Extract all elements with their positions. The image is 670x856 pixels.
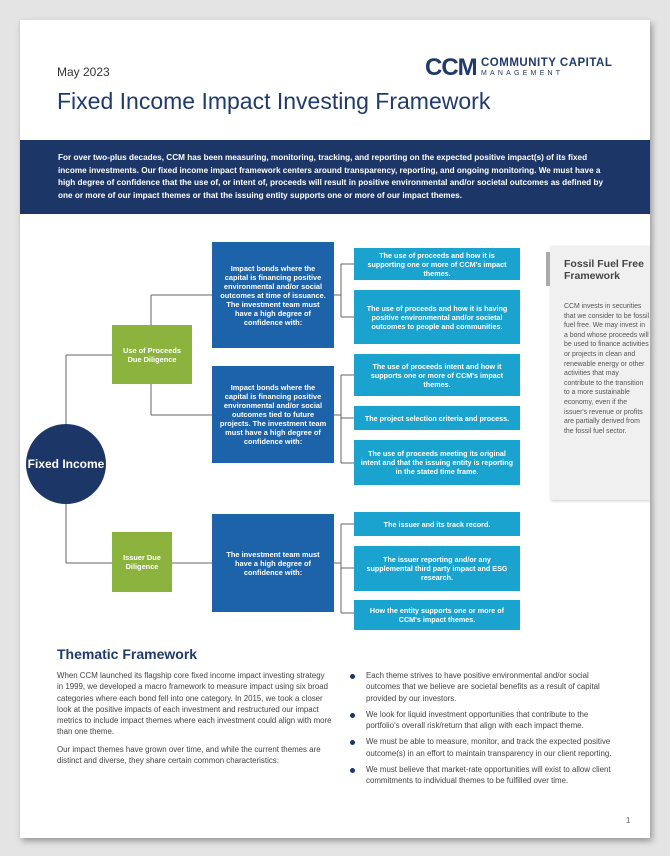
bullet-icon (350, 713, 355, 718)
item-proceeds-intent: The use of proceeds intent and how it supports one or more of CCM's impact themes. (354, 354, 520, 396)
intro-banner (20, 140, 650, 214)
thematic-heading: Thematic Framework (57, 646, 198, 662)
item-project-selection: The project selection criteria and process. (354, 406, 520, 430)
sidebar-title: Fossil Fuel Free Framework (564, 258, 644, 282)
fixed-income-node: Fixed Income (26, 424, 106, 504)
intro-text: For over two-plus decades, CCM has been measuring, monitoring, tracking, and reporting on the expected positive impact(s) of its fixed income investments. Our fixed income impact framework centers around transparency, reporting, and ongoing monitoring. We must have a high degree of confidence that the use of, or intent of, proceeds will result in positive environmental and/or societal outcomes as defined by one or more of our impact themes or that the issuing entity supports one or more of our impact themes. (58, 153, 604, 200)
sidebar-accent (546, 252, 550, 286)
item-proceeds-reporting: The use of proceeds meeting its original intent and that the issuing entity is reporting in the stated time frame. (354, 440, 520, 485)
document-page (20, 20, 650, 838)
list-item: Each theme strives to have positive environmental and/or social outcomes that we believe are societal benefits as a result of capital provided by our investors. (350, 670, 618, 704)
bullet-icon (350, 740, 355, 745)
item-entity-supports-themes: How the entity supports one or more of CCM's impact themes. (354, 600, 520, 630)
issuer-confidence-node: The investment team must have a high degree of confidence with: (212, 514, 334, 612)
bullet-icon (350, 768, 355, 773)
list-item: We must be able to measure, monitor, and track the expected positive outcome(s) in an effort to maintain transparency in our client reporting. (350, 736, 618, 759)
thematic-paragraph: When CCM launched its flagship core fixed income impact investing strategy in 1999, we developed a macro framework to measure impact using six broad categories where each bond fell into one category. In 2015, we took a closer look at the positive impacts of each investment and restructured our impact metrics to include impact themes where each investment could align with more than one theme. (57, 671, 332, 737)
logo-subname: MANAGEMENT (481, 70, 564, 77)
impact-bonds-future-node: Impact bonds where the capital is financing positive environmental and/or social outcomes tied to future projects. The investment team must have a high degree of confidence with: (212, 366, 334, 463)
issuer-due-diligence-node: Issuer Due Diligence (112, 532, 172, 592)
sidebar-text: CCM invests in securities that we consider to be fossil fuel free. We may invest in a bond whose proceeds will be used to finance activities or projects in clean and renewable energy or other activities that may contribute to the transition to a more sustainable economy, even if the issuer's revenue or profits are partially derived from the fossil fuel sector. (564, 303, 650, 435)
page-number: 1 (626, 816, 631, 825)
fossil-fuel-sidebar (550, 246, 650, 500)
publication-date: May 2023 (57, 65, 110, 79)
ccm-logo (425, 54, 615, 84)
thematic-paragraph: Our impact themes have grown over time, and while the current themes are distinct and diverse, they share certain common characteristics: (57, 744, 321, 766)
list-item: We must believe that market-rate opportunities will exist to allow client commitments to individual themes to be fulfilled over time. (350, 764, 618, 787)
bullet-icon (350, 674, 355, 679)
thematic-bullets (350, 670, 618, 792)
page-title: Fixed Income Impact Investing Framework (57, 88, 491, 114)
item-issuer-track-record: The issuer and its track record. (354, 512, 520, 536)
thematic-left-column (57, 670, 332, 772)
list-item: We look for liquid investment opportunities that contribute to the portfolio's overall risk/return that align with each impact theme. (350, 709, 618, 732)
use-of-proceeds-node: Use of Proceeds Due Diligence (112, 325, 192, 384)
logo-name: COMMUNITY CAPITAL (481, 57, 613, 69)
item-issuer-reporting: The issuer reporting and/or any supplemental third party impact and ESG research. (354, 546, 520, 591)
item-proceeds-positive-outcomes: The use of proceeds and how it is having positive environmental and/or societal outcomes to people and communities. (354, 290, 520, 344)
impact-bonds-issuance-node: Impact bonds where the capital is financing positive environmental and/or social outcomes at time of issuance. The investment team must have a high degree of confidence with: (212, 242, 334, 348)
logo-mark: CCM (425, 54, 477, 81)
item-proceeds-supporting-themes: The use of proceeds and how it is supporting one or more of CCM's impact themes. (354, 248, 520, 280)
